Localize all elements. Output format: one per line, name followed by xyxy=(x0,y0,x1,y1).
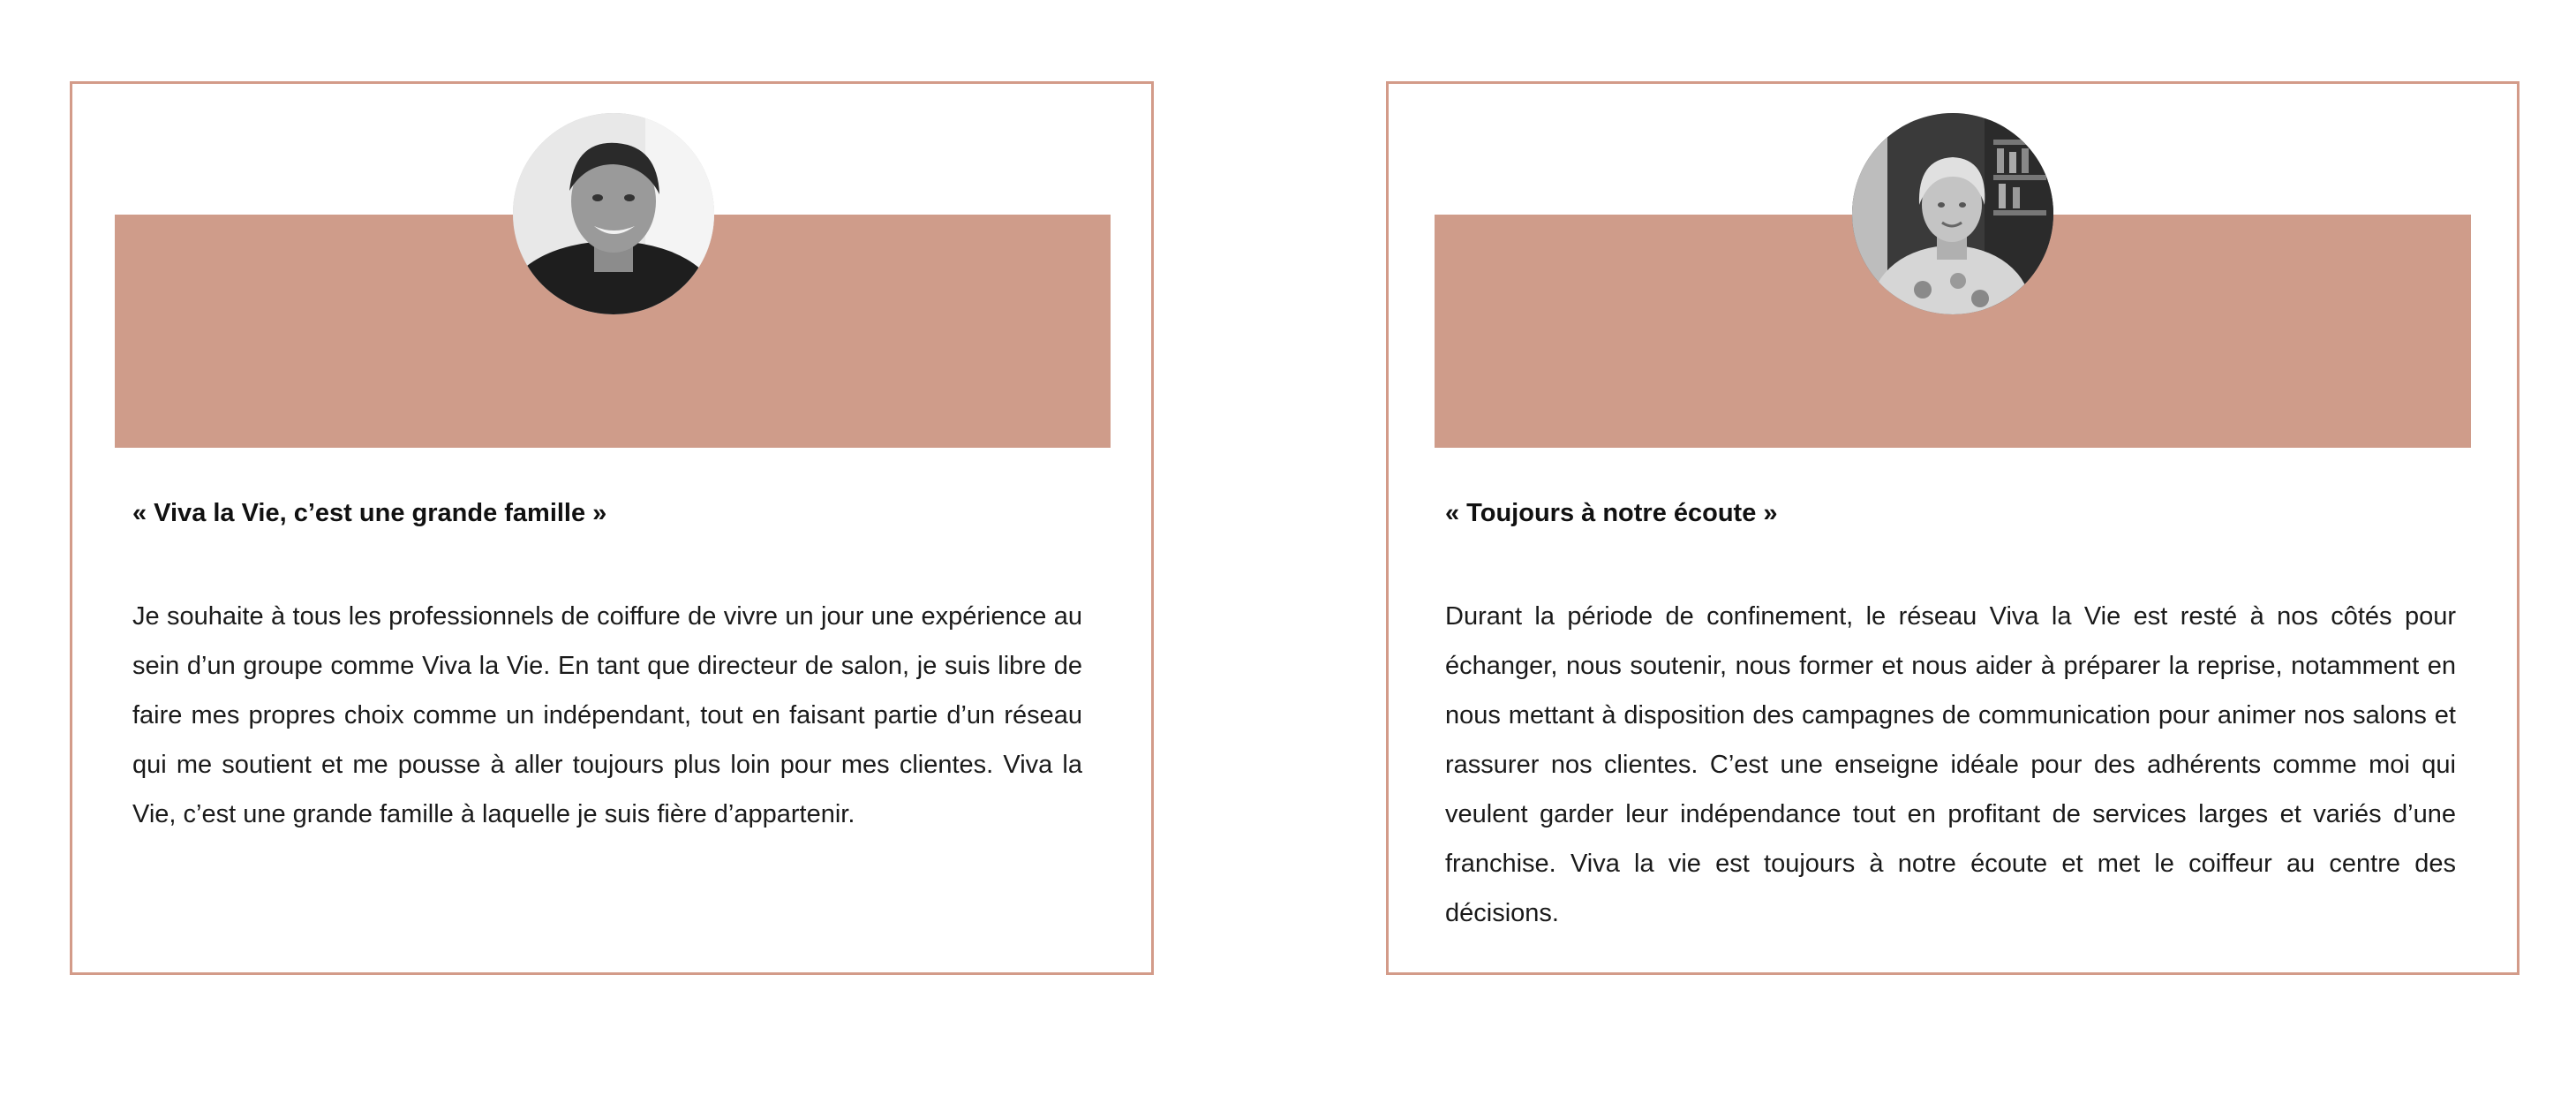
avatar-portrait-laurent xyxy=(513,113,714,314)
testimonial-quote: « Toujours à notre écoute » xyxy=(1445,499,1778,527)
testimonial-card-laure xyxy=(1386,81,2520,975)
avatar xyxy=(1852,113,2053,314)
testimonial-quote: « Viva la Vie, c’est une grande famille » xyxy=(132,499,607,527)
testimonial-salon: salon Viva la Vie - Cognac xyxy=(457,510,768,539)
testimonial-card-laurent xyxy=(70,81,1154,975)
avatar xyxy=(513,113,714,314)
testimonial-name: Laure xyxy=(1913,473,1992,506)
testimonial-salon: salon Viva la Vie - Tonnay Charente xyxy=(1721,506,2184,539)
avatar-portrait-laure xyxy=(1852,113,2053,314)
testimonial-name: Laurent xyxy=(563,480,661,509)
testimonial-text: Je souhaite à tous les professionnels de coiffure de vivre un jour une expérience au sein d’un groupe comme Viva la Vie. En tant que directeur de salon, je suis libre de faire mes propres choix comme un indépendant, tout en faisant partie d’un réseau qui me soutient et me pousse à aller toujours plus loin pour mes clientes. Viva la Vie, c’est une grande famille à laquelle je suis fière d’appartenir. xyxy=(132,602,1082,828)
testimonial-text: Durant la période de confinement, le réseau Viva la Vie est resté à nos côtés pour échanger, nous soutenir, nous former et nous aider à préparer la reprise, notamment en nous mettant à disposition des campagnes de communication pour animer nos salons et rassurer nos clientes. C’est une enseigne idéale pour des adhérents comme moi qui veulent garder leur indépendance tout en profitant de services larges et variés d’une franchise. Viva la vie est toujours à notre écoute et met le coiffeur au centre des décisions. xyxy=(1445,602,2456,927)
